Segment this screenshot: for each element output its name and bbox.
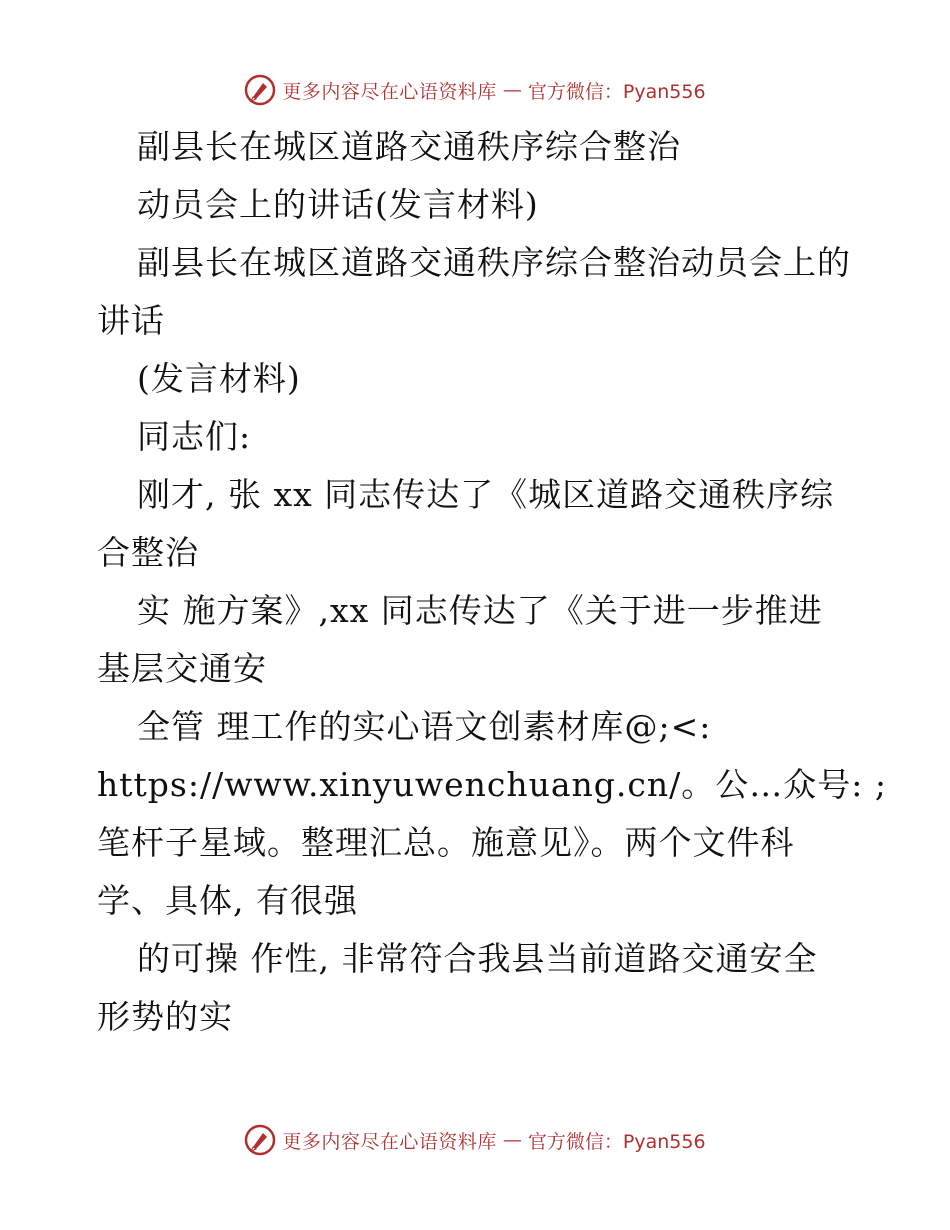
footer-banner [0, 1120, 950, 1160]
paragraph-line: 讲话 [97, 301, 165, 340]
paragraph-line: https://www.xinyuwenchuang.cn/。公…众号: ; [97, 765, 887, 804]
header-banner [0, 70, 950, 110]
paragraph-line: 副县长在城区道路交通秩序综合整治动员会上的 [137, 243, 851, 282]
paragraph-line: 形势的实 [97, 997, 233, 1036]
paragraph-line: 实 施方案》,xx 同志传达了《关于进一步推进 [137, 591, 823, 630]
title-line-2: 动员会上的讲话(发言材料) [137, 185, 539, 224]
banner-text: 更多内容尽在心语资料库 [282, 80, 497, 103]
paragraph-line: 的可操 作性, 非常符合我县当前道路交通安全 [137, 939, 818, 978]
salutation-line: 同志们: [137, 417, 252, 456]
paragraph-line: 全管 理工作的实心语文创素材库@;<: [137, 707, 712, 746]
fountain-pen-logo-icon [244, 1124, 276, 1156]
paragraph-line: 合整治 [97, 533, 199, 572]
paragraph-line: 学、具体, 有很强 [97, 881, 358, 920]
paragraph-line: 刚才, 张 xx 同志传达了《城区道路交通秩序综 [137, 475, 835, 514]
banner-text: 更多内容尽在心语资料库 [282, 1130, 497, 1153]
title-line-1: 副县长在城区道路交通秩序综合整治 [137, 127, 681, 166]
fountain-pen-logo-icon [244, 74, 276, 106]
document-body [97, 118, 887, 1046]
banner-contact: 官方微信：Pyan556 [527, 80, 706, 103]
banner-contact: 官方微信：Pyan556 [527, 1130, 706, 1153]
banner-separator: — [502, 1129, 522, 1151]
paragraph-line: 基层交通安 [97, 649, 267, 688]
paragraph-line: (发言材料) [137, 359, 301, 398]
paragraph-line: 笔杆子星域。整理汇总。施意见》。两个文件科 [97, 823, 795, 862]
banner-separator: — [502, 79, 522, 101]
